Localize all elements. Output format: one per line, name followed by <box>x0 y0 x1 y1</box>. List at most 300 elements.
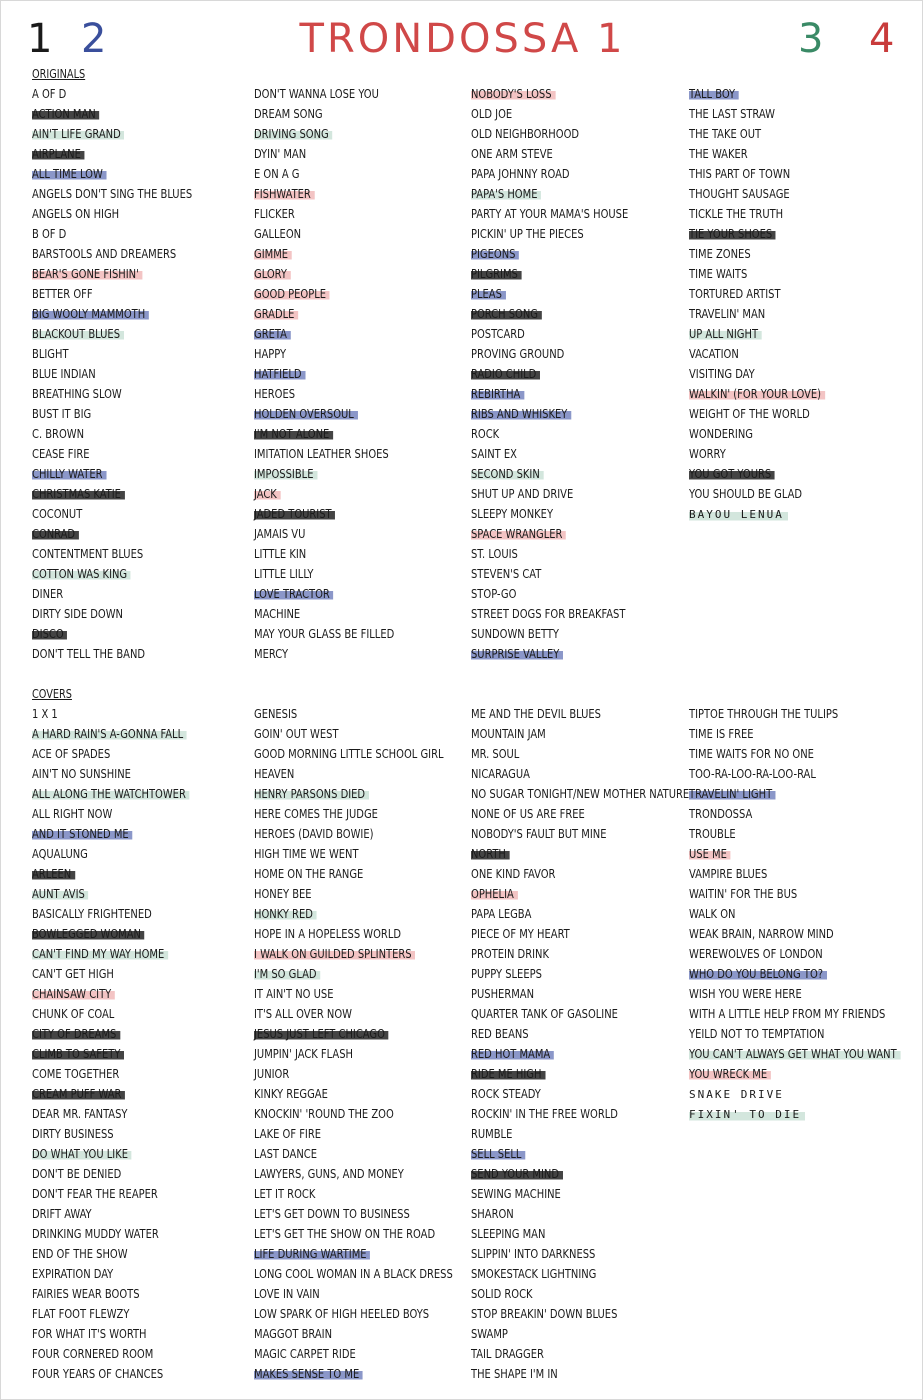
song-title: TIME IS FREE <box>689 727 754 741</box>
song-item <box>254 304 474 324</box>
song-item <box>689 304 909 324</box>
song-title: TAIL DRAGGER <box>471 1347 544 1361</box>
song-item <box>471 784 691 804</box>
song-title: WITH A LITTLE HELP FROM MY FRIENDS <box>689 1007 886 1021</box>
song-item <box>254 324 474 344</box>
song-item <box>32 1204 252 1224</box>
song-title: ARLEEN <box>32 864 75 884</box>
song-item <box>32 584 252 604</box>
song-item <box>689 324 909 344</box>
song-item <box>471 244 691 264</box>
song-item <box>32 484 252 504</box>
song-item <box>471 164 691 184</box>
song-item <box>32 304 252 324</box>
song-title: YOU WRECK ME <box>689 1064 771 1084</box>
song-item <box>689 164 909 184</box>
song-title: PUPPY SLEEPS <box>471 967 542 981</box>
song-title: CHILLY WATER <box>32 464 106 484</box>
song-item <box>689 864 909 884</box>
song-title: ACTION MAN <box>32 104 99 124</box>
song-title: AIRPLANE <box>32 144 85 164</box>
song-item <box>32 1004 252 1024</box>
song-item <box>254 504 474 524</box>
song-item <box>471 1124 691 1144</box>
originals-column-2 <box>254 84 474 664</box>
song-item <box>689 884 909 904</box>
song-item <box>471 1164 691 1184</box>
song-title: HOPE IN A HOPELESS WORLD <box>254 927 402 941</box>
column-number-4: 4 <box>869 16 895 62</box>
covers-column-4 <box>689 704 909 1124</box>
song-item <box>32 1024 252 1044</box>
song-title: HATFIELD <box>254 364 305 384</box>
song-title: SURPRISE VALLEY <box>471 644 563 664</box>
song-item <box>471 864 691 884</box>
song-item <box>32 704 252 724</box>
column-number-1: 1 <box>27 16 53 62</box>
song-item <box>32 1124 252 1144</box>
song-title: VACATION <box>689 347 739 361</box>
song-title: YOU GOT YOURS <box>689 464 775 484</box>
song-title: WEREWOLVES OF LONDON <box>689 947 823 961</box>
song-item <box>689 744 909 764</box>
song-item <box>689 184 909 204</box>
song-item <box>32 144 252 164</box>
song-title: BLIGHT <box>32 347 69 361</box>
song-item <box>254 824 474 844</box>
song-title: THE WAKER <box>689 147 748 161</box>
song-title: ONE ARM STEVE <box>471 147 553 161</box>
song-title: LOVE IN VAIN <box>254 1287 320 1301</box>
song-item <box>471 604 691 624</box>
song-title: PUSHERMAN <box>471 987 535 1001</box>
song-title: ALL TIME LOW <box>32 164 106 184</box>
song-item <box>689 964 909 984</box>
song-item <box>471 844 691 864</box>
song-item <box>689 804 909 824</box>
song-title: DISCO <box>32 624 67 644</box>
song-title: IT'S ALL OVER NOW <box>254 1007 353 1021</box>
song-item <box>32 464 252 484</box>
song-title: RED HOT MAMA <box>471 1044 554 1064</box>
song-title: FAIRIES WEAR BOOTS <box>32 1287 140 1301</box>
song-title: DYIN' MAN <box>254 147 307 161</box>
song-title: LET'S GET DOWN TO BUSINESS <box>254 1207 410 1221</box>
song-title: A HARD RAIN'S A-GONNA FALL <box>32 724 187 744</box>
song-item <box>32 384 252 404</box>
song-item <box>471 964 691 984</box>
song-item <box>471 804 691 824</box>
song-title: IT AIN'T NO USE <box>254 987 334 1001</box>
song-item <box>689 424 909 444</box>
song-item <box>471 764 691 784</box>
song-item <box>254 564 474 584</box>
song-item <box>471 144 691 164</box>
song-item <box>254 184 474 204</box>
song-title: SAINT EX <box>471 447 517 461</box>
song-title: FLICKER <box>254 207 295 221</box>
song-item <box>32 784 252 804</box>
song-title: HONKY RED <box>254 904 317 924</box>
song-title: LOVE TRACTOR <box>254 584 333 604</box>
song-title: LAWYERS, GUNS, AND MONEY <box>254 1167 404 1181</box>
song-title: NORTH <box>471 844 510 864</box>
song-title: CONTENTMENT BLUES <box>32 547 144 561</box>
song-item <box>471 744 691 764</box>
covers-column-3 <box>471 704 691 1384</box>
song-title: FIXIN' TO DIE <box>689 1105 805 1125</box>
song-title: BLACKOUT BLUES <box>32 324 124 344</box>
song-item <box>471 84 691 104</box>
song-item <box>32 324 252 344</box>
song-title: SEWING MACHINE <box>471 1187 561 1201</box>
song-item <box>471 444 691 464</box>
song-title: LITTLE LILLY <box>254 567 314 581</box>
song-item <box>689 124 909 144</box>
song-item <box>254 1204 474 1224</box>
song-item <box>254 984 474 1004</box>
song-title: LET IT ROCK <box>254 1187 316 1201</box>
song-title: I'M SO GLAD <box>254 964 320 984</box>
song-title: GOOD MORNING LITTLE SCHOOL GIRL <box>254 747 444 761</box>
song-item <box>689 224 909 244</box>
song-title: AND IT STONED ME <box>32 824 132 844</box>
song-title: TIME WAITS <box>689 267 748 281</box>
song-title: YEILD NOT TO TEMPTATION <box>689 1027 825 1041</box>
song-item <box>689 484 909 504</box>
song-item <box>254 624 474 644</box>
song-item <box>32 1244 252 1264</box>
song-item <box>254 104 474 124</box>
song-title: BEAR'S GONE FISHIN' <box>32 264 143 284</box>
song-title: SNAKE DRIVE <box>689 1088 784 1101</box>
song-title: PLEAS <box>471 284 506 304</box>
song-item <box>32 1264 252 1284</box>
song-title: STEVEN'S CAT <box>471 567 542 581</box>
song-item <box>471 524 691 544</box>
song-title: IMPOSSIBLE <box>254 464 317 484</box>
song-item <box>254 1324 474 1344</box>
song-title: HAPPY <box>254 347 287 361</box>
song-item <box>32 244 252 264</box>
song-title: ROCK <box>471 427 500 441</box>
song-item <box>254 84 474 104</box>
song-item <box>254 124 474 144</box>
originals-column-4 <box>689 84 909 524</box>
song-title: THOUGHT SAUSAGE <box>689 187 790 201</box>
song-item <box>254 1364 474 1384</box>
song-title: RIDE ME HIGH <box>471 1064 545 1084</box>
song-item <box>471 1204 691 1224</box>
column-number-2: 2 <box>81 16 107 62</box>
covers-column-1 <box>32 704 252 1384</box>
song-item <box>471 204 691 224</box>
song-item <box>32 764 252 784</box>
song-title: B OF D <box>32 227 67 241</box>
song-item <box>471 1004 691 1024</box>
song-title: I WALK ON GUILDED SPLINTERS <box>254 944 415 964</box>
song-title: ST. LOUIS <box>471 547 518 561</box>
song-title: SLIPPIN' INTO DARKNESS <box>471 1247 596 1261</box>
song-item <box>689 984 909 1004</box>
song-item <box>471 1144 691 1164</box>
song-title: JADED TOURIST <box>254 504 335 524</box>
song-title: SMOKESTACK LIGHTNING <box>471 1267 597 1281</box>
song-title: CAN'T GET HIGH <box>32 967 114 981</box>
song-title: MAY YOUR GLASS BE FILLED <box>254 627 395 641</box>
song-title: HOME ON THE RANGE <box>254 867 364 881</box>
song-item <box>32 1284 252 1304</box>
song-title: AIN'T NO SUNSHINE <box>32 767 131 781</box>
song-title: NOBODY'S LOSS <box>471 84 555 104</box>
song-item <box>689 84 909 104</box>
song-item <box>471 1264 691 1284</box>
song-title: PIECE OF MY HEART <box>471 927 570 941</box>
song-title: ONE KIND FAVOR <box>471 867 556 881</box>
song-item <box>32 904 252 924</box>
song-title: IMITATION LEATHER SHOES <box>254 447 389 461</box>
song-title: HONEY BEE <box>254 887 312 901</box>
song-item <box>254 1084 474 1104</box>
song-title: KNOCKIN' 'ROUND THE ZOO <box>254 1107 394 1121</box>
song-title: MERCY <box>254 647 289 661</box>
song-item <box>471 1044 691 1064</box>
song-item <box>254 1124 474 1144</box>
song-item <box>471 584 691 604</box>
song-title: GALLEON <box>254 227 302 241</box>
song-item <box>32 1184 252 1204</box>
song-title: STOP-GO <box>471 587 517 601</box>
song-item <box>254 384 474 404</box>
covers-label: COVERS <box>32 687 72 701</box>
song-title: THIS PART OF TOWN <box>689 167 791 181</box>
song-title: TRAVELIN' LIGHT <box>689 784 776 804</box>
song-item <box>471 904 691 924</box>
song-title: MOUNTAIN JAM <box>471 727 546 741</box>
song-item <box>32 744 252 764</box>
song-title: OLD NEIGHBORHOOD <box>471 127 580 141</box>
song-item <box>32 1104 252 1124</box>
song-item <box>254 584 474 604</box>
song-title: OLD JOE <box>471 107 513 121</box>
song-item <box>471 464 691 484</box>
song-item <box>32 524 252 544</box>
song-title: DON'T TELL THE BAND <box>32 647 146 661</box>
song-item <box>32 124 252 144</box>
song-title: STOP BREAKIN' DOWN BLUES <box>471 1307 618 1321</box>
song-title: MACHINE <box>254 607 301 621</box>
song-title: ALL ALONG THE WATCHTOWER <box>32 784 190 804</box>
song-title: DON'T WANNA LOSE YOU <box>254 87 379 101</box>
song-title: POSTCARD <box>471 327 525 341</box>
song-title: CHRISTMAS KATIE <box>32 484 125 504</box>
song-item <box>254 524 474 544</box>
song-title: TIME WAITS FOR NO ONE <box>689 747 814 761</box>
song-title: TIPTOE THROUGH THE TULIPS <box>689 707 839 721</box>
song-item <box>471 304 691 324</box>
song-title: BREATHING SLOW <box>32 387 122 401</box>
song-title: WONDERING <box>689 427 753 441</box>
song-item <box>471 324 691 344</box>
song-item <box>32 184 252 204</box>
originals-column-1 <box>32 84 252 664</box>
song-item <box>32 544 252 564</box>
song-title: WHO DO YOU BELONG TO? <box>689 964 827 984</box>
song-title: DIRTY BUSINESS <box>32 1127 114 1141</box>
song-title: WEIGHT OF THE WORLD <box>689 407 810 421</box>
song-item <box>254 744 474 764</box>
song-item <box>254 244 474 264</box>
song-title: 1 X 1 <box>32 707 58 721</box>
song-title: THE LAST STRAW <box>689 107 775 121</box>
song-item <box>32 444 252 464</box>
song-title: SEND YOUR MIND <box>471 1164 563 1184</box>
song-title: PAPA'S HOME <box>471 184 541 204</box>
song-item <box>689 344 909 364</box>
song-item <box>32 504 252 524</box>
song-title: RADIO CHILD <box>471 364 540 384</box>
song-item <box>689 504 909 524</box>
song-title: WALK ON <box>689 907 736 921</box>
song-title: TALL BOY <box>689 84 739 104</box>
song-item <box>689 104 909 124</box>
song-item <box>471 984 691 1004</box>
song-item <box>254 424 474 444</box>
song-title: NONE OF US ARE FREE <box>471 807 585 821</box>
song-item <box>689 464 909 484</box>
song-item <box>471 1024 691 1044</box>
song-item <box>471 224 691 244</box>
song-title: GLORY <box>254 264 291 284</box>
song-item <box>471 364 691 384</box>
song-item <box>32 164 252 184</box>
song-title: HEAVEN <box>254 767 295 781</box>
song-item <box>254 924 474 944</box>
song-title: SHUT UP AND DRIVE <box>471 487 574 501</box>
song-title: ANGELS DON'T SING THE BLUES <box>32 187 193 201</box>
song-item <box>471 1244 691 1264</box>
song-title: TROUBLE <box>689 827 736 841</box>
song-title: ANGELS ON HIGH <box>32 207 120 221</box>
song-item <box>689 844 909 864</box>
song-item <box>689 1004 909 1024</box>
song-title: AUNT AVIS <box>32 884 89 904</box>
song-title: LITTLE KIN <box>254 547 307 561</box>
song-item <box>471 184 691 204</box>
song-title: WISH YOU WERE HERE <box>689 987 802 1001</box>
song-item <box>32 1364 252 1384</box>
song-title: ACE OF SPADES <box>32 747 111 761</box>
column-number-3: 3 <box>798 16 824 62</box>
covers-column-2 <box>254 704 474 1384</box>
song-item <box>254 1344 474 1364</box>
song-item <box>32 1064 252 1084</box>
song-title: LONG COOL WOMAN IN A BLACK DRESS <box>254 1267 453 1281</box>
song-item <box>32 1084 252 1104</box>
song-item <box>254 284 474 304</box>
song-item <box>254 1244 474 1264</box>
song-title: SPACE WRANGLER <box>471 524 566 544</box>
originals-label: ORIGINALS <box>32 67 86 81</box>
song-title: CONRAD <box>32 524 79 544</box>
song-title: UP ALL NIGHT <box>689 324 762 344</box>
song-item <box>32 844 252 864</box>
song-item <box>254 604 474 624</box>
song-title: SUNDOWN BETTY <box>471 627 559 641</box>
song-title: VAMPIRE BLUES <box>689 867 768 881</box>
song-item <box>32 924 252 944</box>
song-item <box>689 944 909 964</box>
song-item <box>254 724 474 744</box>
song-item <box>471 564 691 584</box>
song-title: GRADLE <box>254 304 298 324</box>
song-title: COTTON WAS KING <box>32 564 131 584</box>
song-title: DO WHAT YOU LIKE <box>32 1144 132 1164</box>
song-title: GENESIS <box>254 707 298 721</box>
song-title: GIMME <box>254 244 292 264</box>
song-title: BUST IT BIG <box>32 407 92 421</box>
song-item <box>471 1104 691 1124</box>
song-item <box>254 404 474 424</box>
song-title: HOLDEN OVERSOUL <box>254 404 358 424</box>
song-item <box>471 1344 691 1364</box>
song-item <box>689 444 909 464</box>
song-title: USE ME <box>689 844 731 864</box>
song-title: PROVING GROUND <box>471 347 565 361</box>
song-title: DRIVING SONG <box>254 124 332 144</box>
song-title: TRONDOSSA <box>689 807 753 821</box>
song-title: PAPA LEGBA <box>471 907 532 921</box>
song-title: WALKIN' (FOR YOUR LOVE) <box>689 384 825 404</box>
song-item <box>32 284 252 304</box>
song-item <box>32 944 252 964</box>
song-title: OPHELIA <box>471 884 517 904</box>
song-title: AIN'T LIFE GRAND <box>32 124 124 144</box>
song-item <box>32 804 252 824</box>
song-item <box>471 344 691 364</box>
song-item <box>689 1104 909 1124</box>
song-item <box>32 264 252 284</box>
song-title: CREAM PUFF WAR <box>32 1084 125 1104</box>
song-item <box>32 424 252 444</box>
song-title: CHUNK OF COAL <box>32 1007 115 1021</box>
song-item <box>254 944 474 964</box>
song-title: HEROES <box>254 387 296 401</box>
song-item <box>254 884 474 904</box>
song-item <box>471 944 691 964</box>
song-title: PILGRIMS <box>471 264 522 284</box>
song-item <box>471 1224 691 1244</box>
song-item <box>471 724 691 744</box>
song-title: TIE YOUR SHOES <box>689 224 776 244</box>
song-title: FOR WHAT IT'S WORTH <box>32 1327 147 1341</box>
song-item <box>471 284 691 304</box>
song-item <box>689 784 909 804</box>
song-title: TICKLE THE TRUTH <box>689 207 784 221</box>
song-item <box>32 1164 252 1184</box>
song-item <box>32 884 252 904</box>
song-item <box>254 764 474 784</box>
song-item <box>471 704 691 724</box>
song-item <box>254 864 474 884</box>
song-item <box>471 404 691 424</box>
song-title: DRINKING MUDDY WATER <box>32 1227 159 1241</box>
song-title: RUMBLE <box>471 1127 513 1141</box>
song-item <box>471 264 691 284</box>
song-item <box>254 204 474 224</box>
song-title: GOOD PEOPLE <box>254 284 330 304</box>
song-title: BETTER OFF <box>32 287 93 301</box>
